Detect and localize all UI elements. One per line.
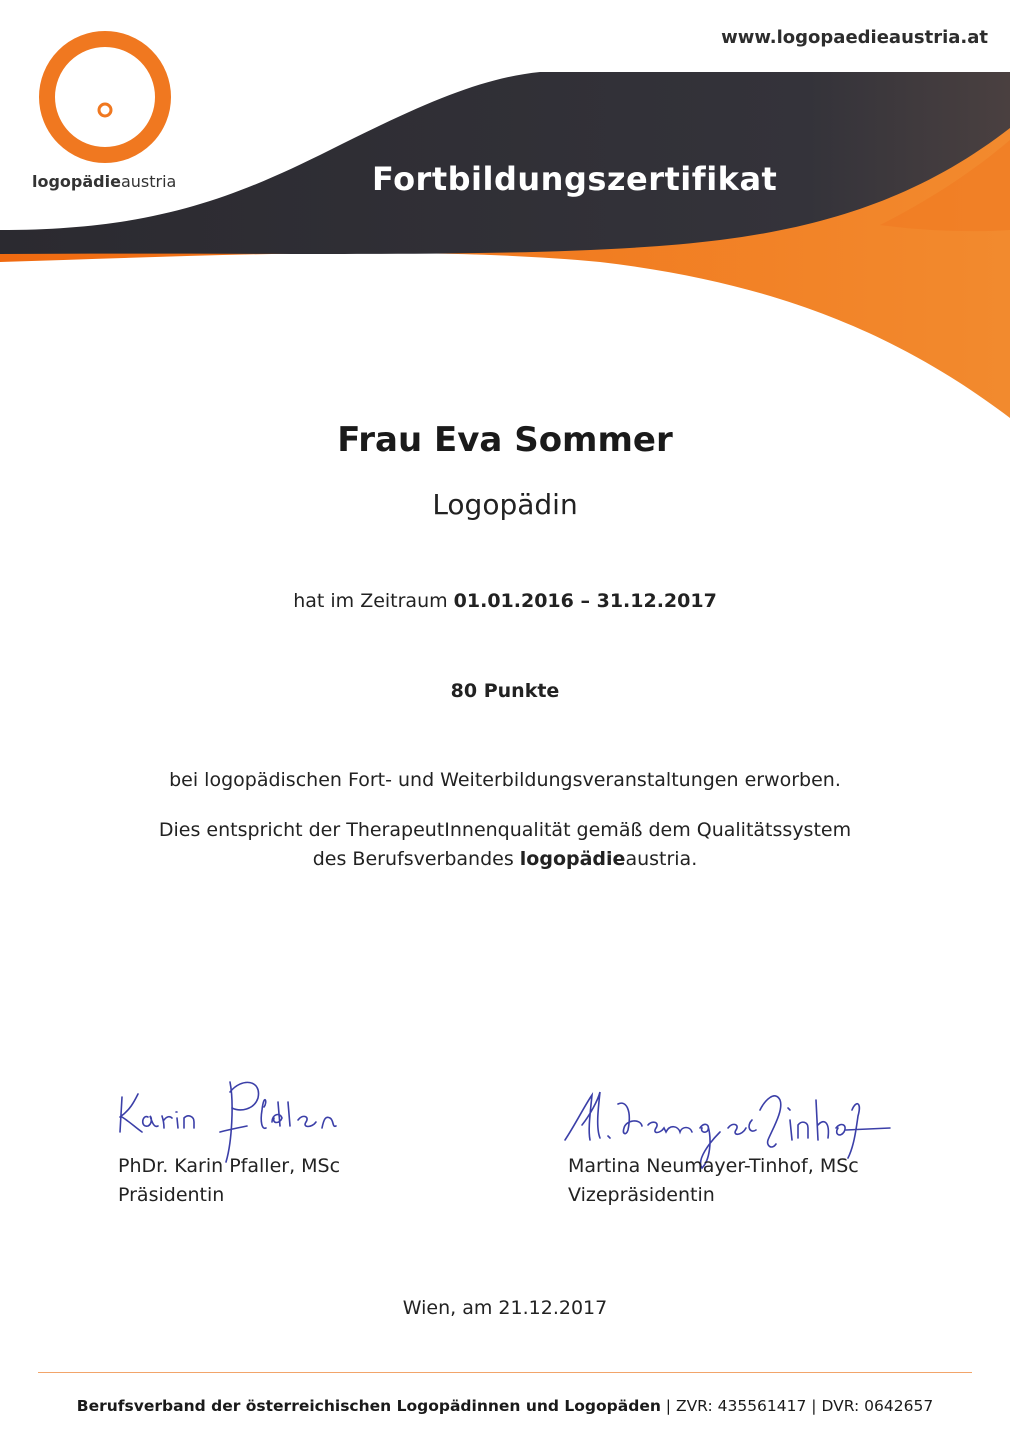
footer-registration: | ZVR: 435561417 | DVR: 0642657 <box>660 1397 934 1415</box>
website-url: www.logopaedieaustria.at <box>721 27 988 48</box>
signatory-1-name: PhDr. Karin Pfaller, MSc <box>118 1155 341 1177</box>
footer-association: Berufsverband der österreichischen Logopädinnen und Logopäden <box>76 1397 661 1415</box>
ring-logo-icon <box>38 30 172 164</box>
signatory-2-name: Martina Neumayer-Tinhof, MSc <box>568 1155 859 1177</box>
signatory-1-role: Präsidentin <box>118 1184 225 1206</box>
signatory-2 <box>568 1152 859 1210</box>
recipient-profession: Logopädin <box>432 488 578 521</box>
body-text-line2: Dies entspricht der TherapeutInnenqualität gemäß dem Qualitätssystem des Berufsverbandes logopädieaustria. <box>158 819 852 870</box>
footer <box>0 1397 1010 1415</box>
recipient-name: Frau Eva Sommer <box>337 420 673 460</box>
logo-wordmark: logopädieaustria <box>32 172 177 191</box>
period-line: hat im Zeitraum 01.01.2016 – 31.12.2017 <box>293 590 717 612</box>
certificate-title: Fortbildungszertifikat <box>372 160 778 198</box>
footer-divider <box>38 1372 972 1373</box>
place-date: Wien, am 21.12.2017 <box>402 1297 608 1319</box>
signatory-1 <box>118 1152 340 1210</box>
body-text-line1: bei logopädischen Fort- und Weiterbildungsveranstaltungen erworben. <box>169 769 841 791</box>
points: 80 Punkte <box>450 680 560 702</box>
signatory-2-role: Vizepräsidentin <box>568 1184 715 1206</box>
